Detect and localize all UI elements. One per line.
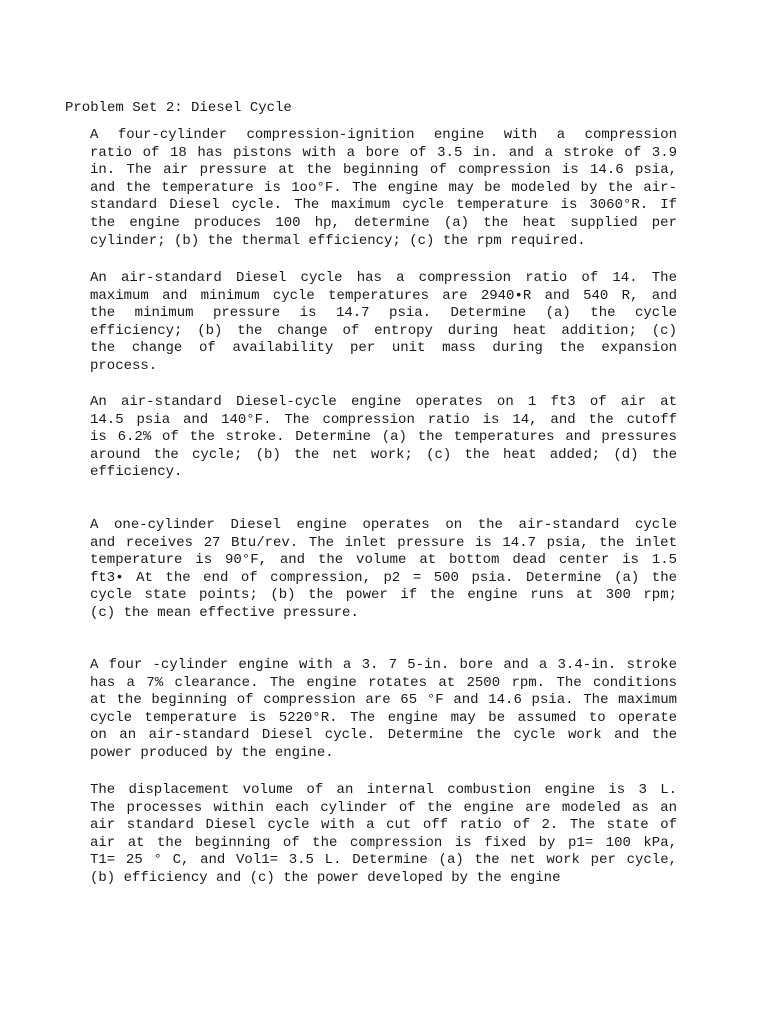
- problem-line: at the beginning of compression are 65 °F and 14.6 psia. The maximum: [90, 692, 677, 709]
- problem-line: T1= 25 ° C, and Vol1= 3.5 L. Determine (a) the net work per cycle,: [90, 852, 677, 869]
- problem-4: [90, 517, 677, 623]
- problem-line: is 6.2% of the stroke. Determine (a) the temperatures and pressures: [90, 429, 677, 446]
- problem-line: process.: [90, 357, 158, 374]
- problem-line: and receives 27 Btu/rev. The inlet pressure is 14.7 psia, the inlet: [90, 534, 677, 551]
- problem-line: A four -cylinder engine with a 3. 7 5-in. bore and a 3.4-in. stroke: [90, 657, 677, 673]
- problem-3: [90, 394, 677, 482]
- problem-line: The processes within each cylinder of the engine are modeled as an: [90, 799, 677, 816]
- problem-line: (b) efficiency and (c) the power developed by the engine: [90, 869, 561, 886]
- problem-line: the change of availability per unit mass during the expansion: [90, 340, 677, 357]
- problem-line: power produced by the engine.: [90, 744, 334, 761]
- problem-line: ft3• At the end of compression, p2 = 500 psia. Determine (a) the: [90, 569, 677, 586]
- problem-line: the minimum pressure is 14.7 psia. Determine (a) the cycle: [90, 305, 677, 322]
- problem-line: cycle temperature is 5220°R. The engine may be assumed to operate: [90, 709, 677, 726]
- problem-line: A four-cylinder compression-ignition engine with a compression: [90, 127, 677, 143]
- problem-line: has a 7% clearance. The engine rotates at 2500 rpm. The conditions: [90, 674, 677, 691]
- problem-line: around the cycle; (b) the net work; (c) the heat added; (d) the: [90, 446, 677, 463]
- problem-line: in. The air pressure at the beginning of compression is 14.6 psia,: [90, 162, 677, 179]
- page-title: Problem Set 2: Diesel Cycle: [65, 100, 292, 116]
- problem-line: (c) the mean effective pressure.: [90, 604, 359, 621]
- problem-line: on an air-standard Diesel cycle. Determine the cycle work and the: [90, 727, 677, 744]
- problem-line: the engine produces 100 hp, determine (a) the heat supplied per: [90, 214, 677, 231]
- problem-line: A one-cylinder Diesel engine operates on the air-standard cycle: [90, 517, 677, 533]
- problem-line: cycle state points; (b) the power if the engine runs at 300 rpm;: [90, 587, 677, 604]
- problem-line: The displacement volume of an internal combustion engine is 3 L.: [90, 782, 677, 798]
- problem-6: [90, 782, 677, 888]
- problem-line: cylinder; (b) the thermal efficiency; (c) the rpm required.: [90, 232, 586, 249]
- problem-line: standard Diesel cycle. The maximum cycle temperature is 3060°R. If: [90, 197, 677, 214]
- problem-line: 14.5 psia and 140°F. The compression ratio is 14, and the cutoff: [90, 411, 677, 428]
- problem-line: efficiency; (b) the change of entropy during heat addition; (c): [90, 322, 677, 339]
- problem-line: An air-standard Diesel-cycle engine operates on 1 ft3 of air at: [90, 394, 677, 410]
- problem-line: air standard Diesel cycle with a cut off ratio of 2. The state of: [90, 817, 677, 834]
- problem-5: [90, 657, 677, 763]
- problem-line: An air-standard Diesel cycle has a compression ratio of 14. The: [90, 270, 677, 286]
- problem-line: and the temperature is 1oo°F. The engine may be modeled by the air-: [90, 179, 677, 196]
- problem-line: efficiency.: [90, 464, 183, 481]
- problem-line: air at the beginning of the compression is fixed by p1= 100 kPa,: [90, 834, 677, 851]
- problem-2: [90, 270, 677, 376]
- problem-line: maximum and minimum cycle temperatures are 2940•R and 540 R, and: [90, 287, 677, 304]
- problem-1: [90, 127, 677, 250]
- problem-line: temperature is 90°F, and the volume at bottom dead center is 1.5: [90, 552, 677, 569]
- problem-line: ratio of 18 has pistons with a bore of 3.5 in. and a stroke of 3.9: [90, 144, 677, 161]
